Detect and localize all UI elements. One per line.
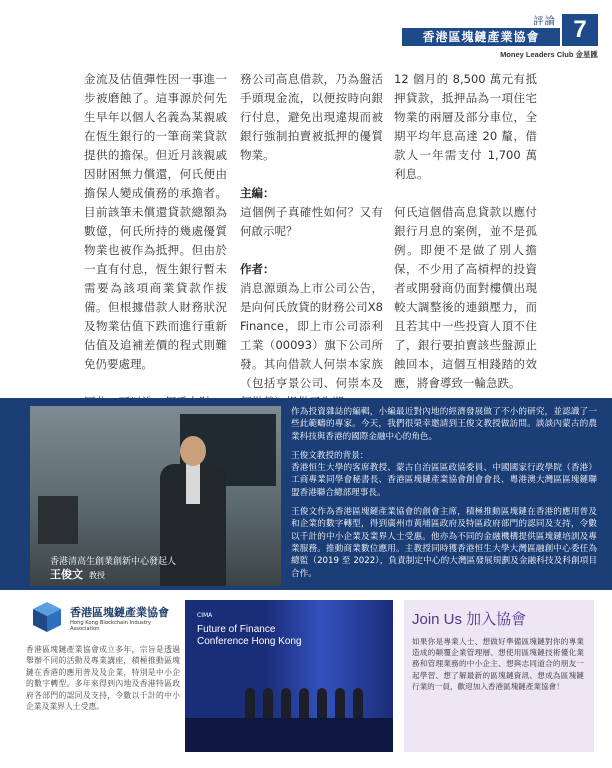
panelist: [317, 688, 327, 718]
bio-title: 王俊文教授的背景：: [291, 450, 369, 461]
panelist: [335, 688, 345, 718]
panelist: [245, 688, 255, 718]
association-name-en: Hong Kong Blockchain Industry Association: [70, 620, 151, 632]
join-desc: 如果你是專業人士、想做好準備區塊鏈對你的專業造成的顛覆企業管理層、想使用區塊鏈技術優化業務和管理業務的中小企主、想與志同道合的朋友一起學習、想了解最新的區塊鏈資訊、想成為區塊鏈行業的一員，歡迎加入香港區塊鏈產業協會！: [412, 637, 584, 691]
article-body: [84, 70, 598, 388]
article-column-3: [394, 70, 537, 393]
stage: [185, 718, 393, 752]
feature-text: [291, 406, 597, 587]
author-answer: 消息源頭為上市公司公告，是向何氏放貸的財務公司X8 Finance，即上市公司添利工業（00093）旗下公司所發。其向借款人何崇本家族（包括亨景公司、何崇本及: [240, 281, 383, 390]
editor-question: 這個例子真確性如何？又有何啟示呢？: [240, 205, 383, 238]
section-kicker: 評論: [533, 15, 556, 27]
conference-title-1: Future of Finance: [197, 624, 276, 635]
photo-caption-role: 教授: [89, 571, 105, 580]
page-number: 7: [562, 14, 598, 46]
conference-photo: [185, 600, 393, 752]
paragraph: 何氏這個借高息貸款以應付銀行月息的案例，並不是孤例。即便不是做了別人擔保，不少用了高槓桿的投資者或開發商仍面對樓價出現較大調整後的連鎖壓力，而且若其中一些投資人頂不住了，銀行要拍賣該些盤源止蝕回本，這個互相踐踏的效應，將會導致一輪急跌。: [394, 205, 537, 390]
association-banner: 香港區塊鏈產業協會: [402, 28, 560, 46]
speaker-photo: [30, 406, 281, 586]
join-title: Join Us 加入協會: [412, 611, 527, 628]
conference-title-2: Conference Hong Kong: [197, 636, 302, 647]
paragraph: 12 個月的 8,500 萬元有抵押貸款，抵押品為一項住宅物業的兩層及部分車位，全期平均年息高達 20 釐，借款人一年需支付 1,700 萬利息。: [394, 72, 537, 181]
panelist: [353, 688, 363, 718]
conference-brand: CIMA: [197, 612, 213, 619]
article-column-2: [240, 70, 383, 412]
panelist: [299, 688, 309, 718]
association-desc: 香港區塊鏈產業協會成立多年，宗旨是透過舉辦不同的活動及專業講座，積極推動區塊鏈在香港的應用普及及企業，特別是中小企的數字轉型。多年來得到內地及香港特區政府各部門的認同及支持，令數以千計的中小企業及業界人士受惠。: [26, 645, 180, 712]
club-label: Money Leaders Club 金星匯: [500, 50, 598, 59]
editor-label: 主編：: [240, 186, 275, 200]
panelist: [281, 688, 291, 718]
feature-intro: 作為投資雜誌的編輯，小編最近對內地的經濟發展做了不小的研究，並認識了一些此範疇的專家。今天，我們很榮幸邀請到王俊文教授做訪問。談談內蒙古的農業科技與香港的國際金融中心的角色。: [291, 407, 597, 442]
page-header: [0, 0, 612, 64]
photo-caption-name: 王俊文 教授: [50, 568, 105, 581]
paragraph: 務公司高息借款，乃為盤活手頭現金流，以便按時向銀行付息，避免出現違規而被銀行強制拍賣被抵押的優質物業。: [240, 72, 383, 162]
author-label: 作者：: [240, 262, 275, 276]
photo-caption-title: 香港清高生創業創新中心發起人: [50, 557, 177, 567]
join-box: [404, 600, 594, 752]
association-logo-icon: [30, 600, 64, 634]
panelist: [263, 688, 273, 718]
work-text: 王俊文作為香港區塊鏈產業協會的創會主席，積極推動區塊鏈在香港的應用普及和企業的數字轉型，得到廣州市黃埔區政府及特區政府部門的認同及支持，令數以千計的中小企業及業界人士受惠。他亦為不同的金融機構提供區塊鏈培訓及專業服務。推動商業數位應用。主教授同時獲香港恒生大學大灣區融創中心委任為總監（2019 至 2022），負責制定中心的大灣區發展規劃及金融科技及科創項目合作。: [291, 507, 597, 579]
paragraph: 金流及估值彈性因一事進一步被磨蝕了。這事源於何先生早年以個人名義為某親戚在恆生銀行的一筆商業貸款提供的擔保。但近月該親戚因財困無力償還，何氏便由擔保人變成債務的承擔者。目前該筆未償還貸款總額為數億，何氏所持的幾處優質物業也被作為抵押。但由於一直有付息，恆生銀行暫未需要為該項商業貸款作拔備。但根據借款人財務狀況及物業估值下跌而進行重新估值及追補差價的程式則難免仍要處理。: [84, 72, 227, 371]
bio-text: 香港恒生大學的客席教授、蒙古自治區區政協委員、中國國家行政學院（香港）工商專業同學會秘書長、香港區塊鏈產業協會創會會長、粵港澳大灣區區塊鏈聯盟香港聯合總部理事長。: [291, 463, 597, 498]
association-box: [26, 598, 180, 756]
association-name: 香港區塊鏈產業協會: [70, 606, 169, 619]
article-column-1: [84, 70, 227, 412]
